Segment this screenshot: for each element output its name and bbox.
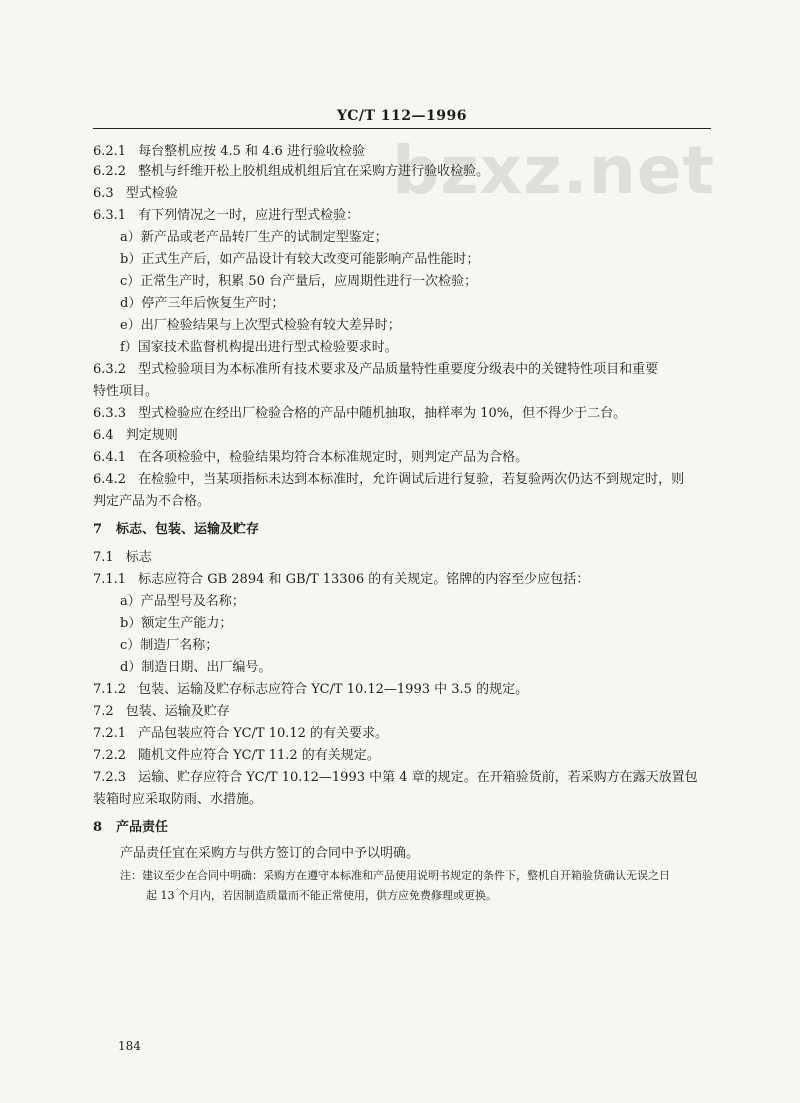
clause-6-3-1 (93, 206, 359, 226)
section-number: 8 (93, 820, 103, 835)
clause-7-2-2 (93, 746, 380, 766)
clause-number: 6.3.3 (93, 406, 127, 421)
clause-text: 判定规则 (125, 428, 178, 443)
clause-number: 6.4.2 (93, 472, 127, 487)
clause-number: 7.1.2 (93, 682, 127, 697)
clause-number: 6.3.2 (93, 362, 127, 377)
list-item-b (120, 614, 232, 634)
page-number: 184 (118, 1039, 141, 1053)
clause-number: 7.1 (93, 550, 114, 565)
clause-text: 型式检验应在经出厂检验合格的产品中随机抽取，抽样率为 10%，但不得少于二台。 (138, 406, 627, 421)
list-item-text: d）停产三年后恢复生产时； (120, 296, 285, 311)
clause-text: 有下列情况之一时，应进行型式检验： (138, 208, 360, 223)
clause-text: 产品包装应符合 YC/T 10.12 的有关要求。 (138, 726, 389, 741)
list-item-f (120, 338, 398, 358)
clause-6-3 (93, 184, 178, 204)
note-continuation (146, 886, 497, 906)
clause-text: 包装、运输及贮存标志应符合 YC/T 10.12—1993 中 3.5 的规定。 (138, 682, 529, 697)
clause-number: 6.2.1 (93, 144, 127, 159)
section-number: 7 (93, 522, 103, 537)
clause-7-1 (93, 548, 152, 568)
list-item-d (120, 294, 284, 314)
paragraph-text: 产品责任宜在采购方与供方签订的合同中予以明确。 (120, 846, 420, 861)
clause-text: 装箱时应采取防雨、水措施。 (93, 792, 263, 807)
clause-6-3-3 (93, 404, 626, 424)
clause-6-4 (93, 426, 178, 446)
clause-text: 运输、贮存应符合 YC/T 10.12—1993 中第 4 章的规定。在开箱验货前，若采购方在露天放置包 (138, 770, 698, 785)
watermark: bzxz.net (392, 132, 716, 209)
clause-number: 7.2 (93, 704, 114, 719)
clause-6-2-2 (93, 162, 489, 182)
note-text: 注：建议至少在合同中明确：采购方在遵守本标准和产品使用说明书规定的条件下，整机自开箱验货确认无误之日 (120, 869, 670, 882)
clause-text: 每台整机应按 4.5 和 4.6 进行验收检验 (138, 144, 365, 159)
list-item-text: c）制造厂名称； (120, 638, 219, 653)
clause-text: 型式检验项目为本标准所有技术要求及产品质量特性重要度分级表中的关键特性项目和重要 (138, 362, 659, 377)
note-text: 起 13 个月内，若因制造质量而不能正常使用，供方应免费修理或更换。 (146, 889, 497, 902)
list-item-text: d）制造日期、出厂编号。 (120, 660, 272, 675)
list-item-text: a）新产品或老产品转厂生产的试制定型鉴定； (120, 230, 388, 245)
list-item-text: c）正常生产时，积累 50 台产量后，应周期性进行一次检验； (120, 274, 478, 289)
clause-text: 整机与纤维开松上胶机组成机组后宜在采购方进行验收检验。 (138, 164, 490, 179)
standard-code-header: YC/T 112—1996 (337, 108, 467, 124)
clause-text: 在各项检验中，检验结果均符合本标准规定时，则判定产品为合格。 (138, 450, 529, 465)
list-item-text: a）产品型号及名称； (120, 594, 245, 609)
clause-6-2-1 (93, 142, 365, 162)
clause-text: 标志应符合 GB 2894 和 GB/T 13306 的有关规定。铭牌的内容至少应包括： (138, 572, 590, 587)
clause-text: 判定产品为不合格。 (93, 494, 211, 509)
clause-7-2 (93, 702, 230, 722)
clause-6-4-2-continuation (93, 492, 210, 512)
list-item-text: e）出厂检验结果与上次型式检验有较大差异时； (120, 318, 401, 333)
note (120, 866, 670, 886)
clause-number: 6.4.1 (93, 450, 127, 465)
clause-number: 6.4 (93, 428, 114, 443)
clause-number: 6.3.1 (93, 208, 127, 223)
clause-6-3-2-continuation (93, 382, 158, 402)
list-item-text: b）额定生产能力； (120, 616, 233, 631)
list-item-b (120, 250, 479, 270)
section-7-heading (93, 520, 259, 540)
section-8-heading (93, 818, 168, 838)
clause-text: 在检验中，当某项指标未达到本标准时，允许调试后进行复验，若复验两次仍达不到规定时，则 (138, 472, 685, 487)
list-item-d (120, 658, 271, 678)
list-item-a (120, 228, 388, 248)
clause-number: 7.1.1 (93, 572, 127, 587)
clause-text: 型式检验 (125, 186, 178, 201)
section-title: 标志、包装、运输及贮存 (116, 522, 260, 537)
list-item-text: b）正式生产后，如产品设计有较大改变可能影响产品性能时； (120, 252, 480, 267)
list-item-text: f）国家技术监督机构提出进行型式检验要求时。 (120, 340, 398, 355)
clause-7-2-1 (93, 724, 388, 744)
clause-text: 包装、运输及贮存 (125, 704, 230, 719)
clause-number: 6.3 (93, 186, 114, 201)
clause-6-4-2 (93, 470, 684, 490)
clause-number: 7.2.1 (93, 726, 127, 741)
clause-6-3-2 (93, 360, 658, 380)
list-item-e (120, 316, 401, 336)
list-item-c (120, 636, 218, 656)
list-item-a (120, 592, 245, 612)
clause-7-2-3 (93, 768, 698, 788)
list-item-c (120, 272, 477, 292)
clause-7-2-3-continuation (93, 790, 262, 810)
header-rule (93, 128, 711, 129)
clause-7-1-2 (93, 680, 528, 700)
section-title: 产品责任 (116, 820, 169, 835)
clause-text: 标志 (125, 550, 152, 565)
clause-number: 6.2.2 (93, 164, 127, 179)
clause-6-4-1 (93, 448, 528, 468)
section-8-body (120, 844, 419, 864)
clause-number: 7.2.2 (93, 748, 127, 763)
clause-text: 随机文件应符合 YC/T 11.2 的有关规定。 (138, 748, 380, 763)
clause-7-1-1 (93, 570, 589, 590)
clause-number: 7.2.3 (93, 770, 127, 785)
clause-text: 特性项目。 (93, 384, 159, 399)
